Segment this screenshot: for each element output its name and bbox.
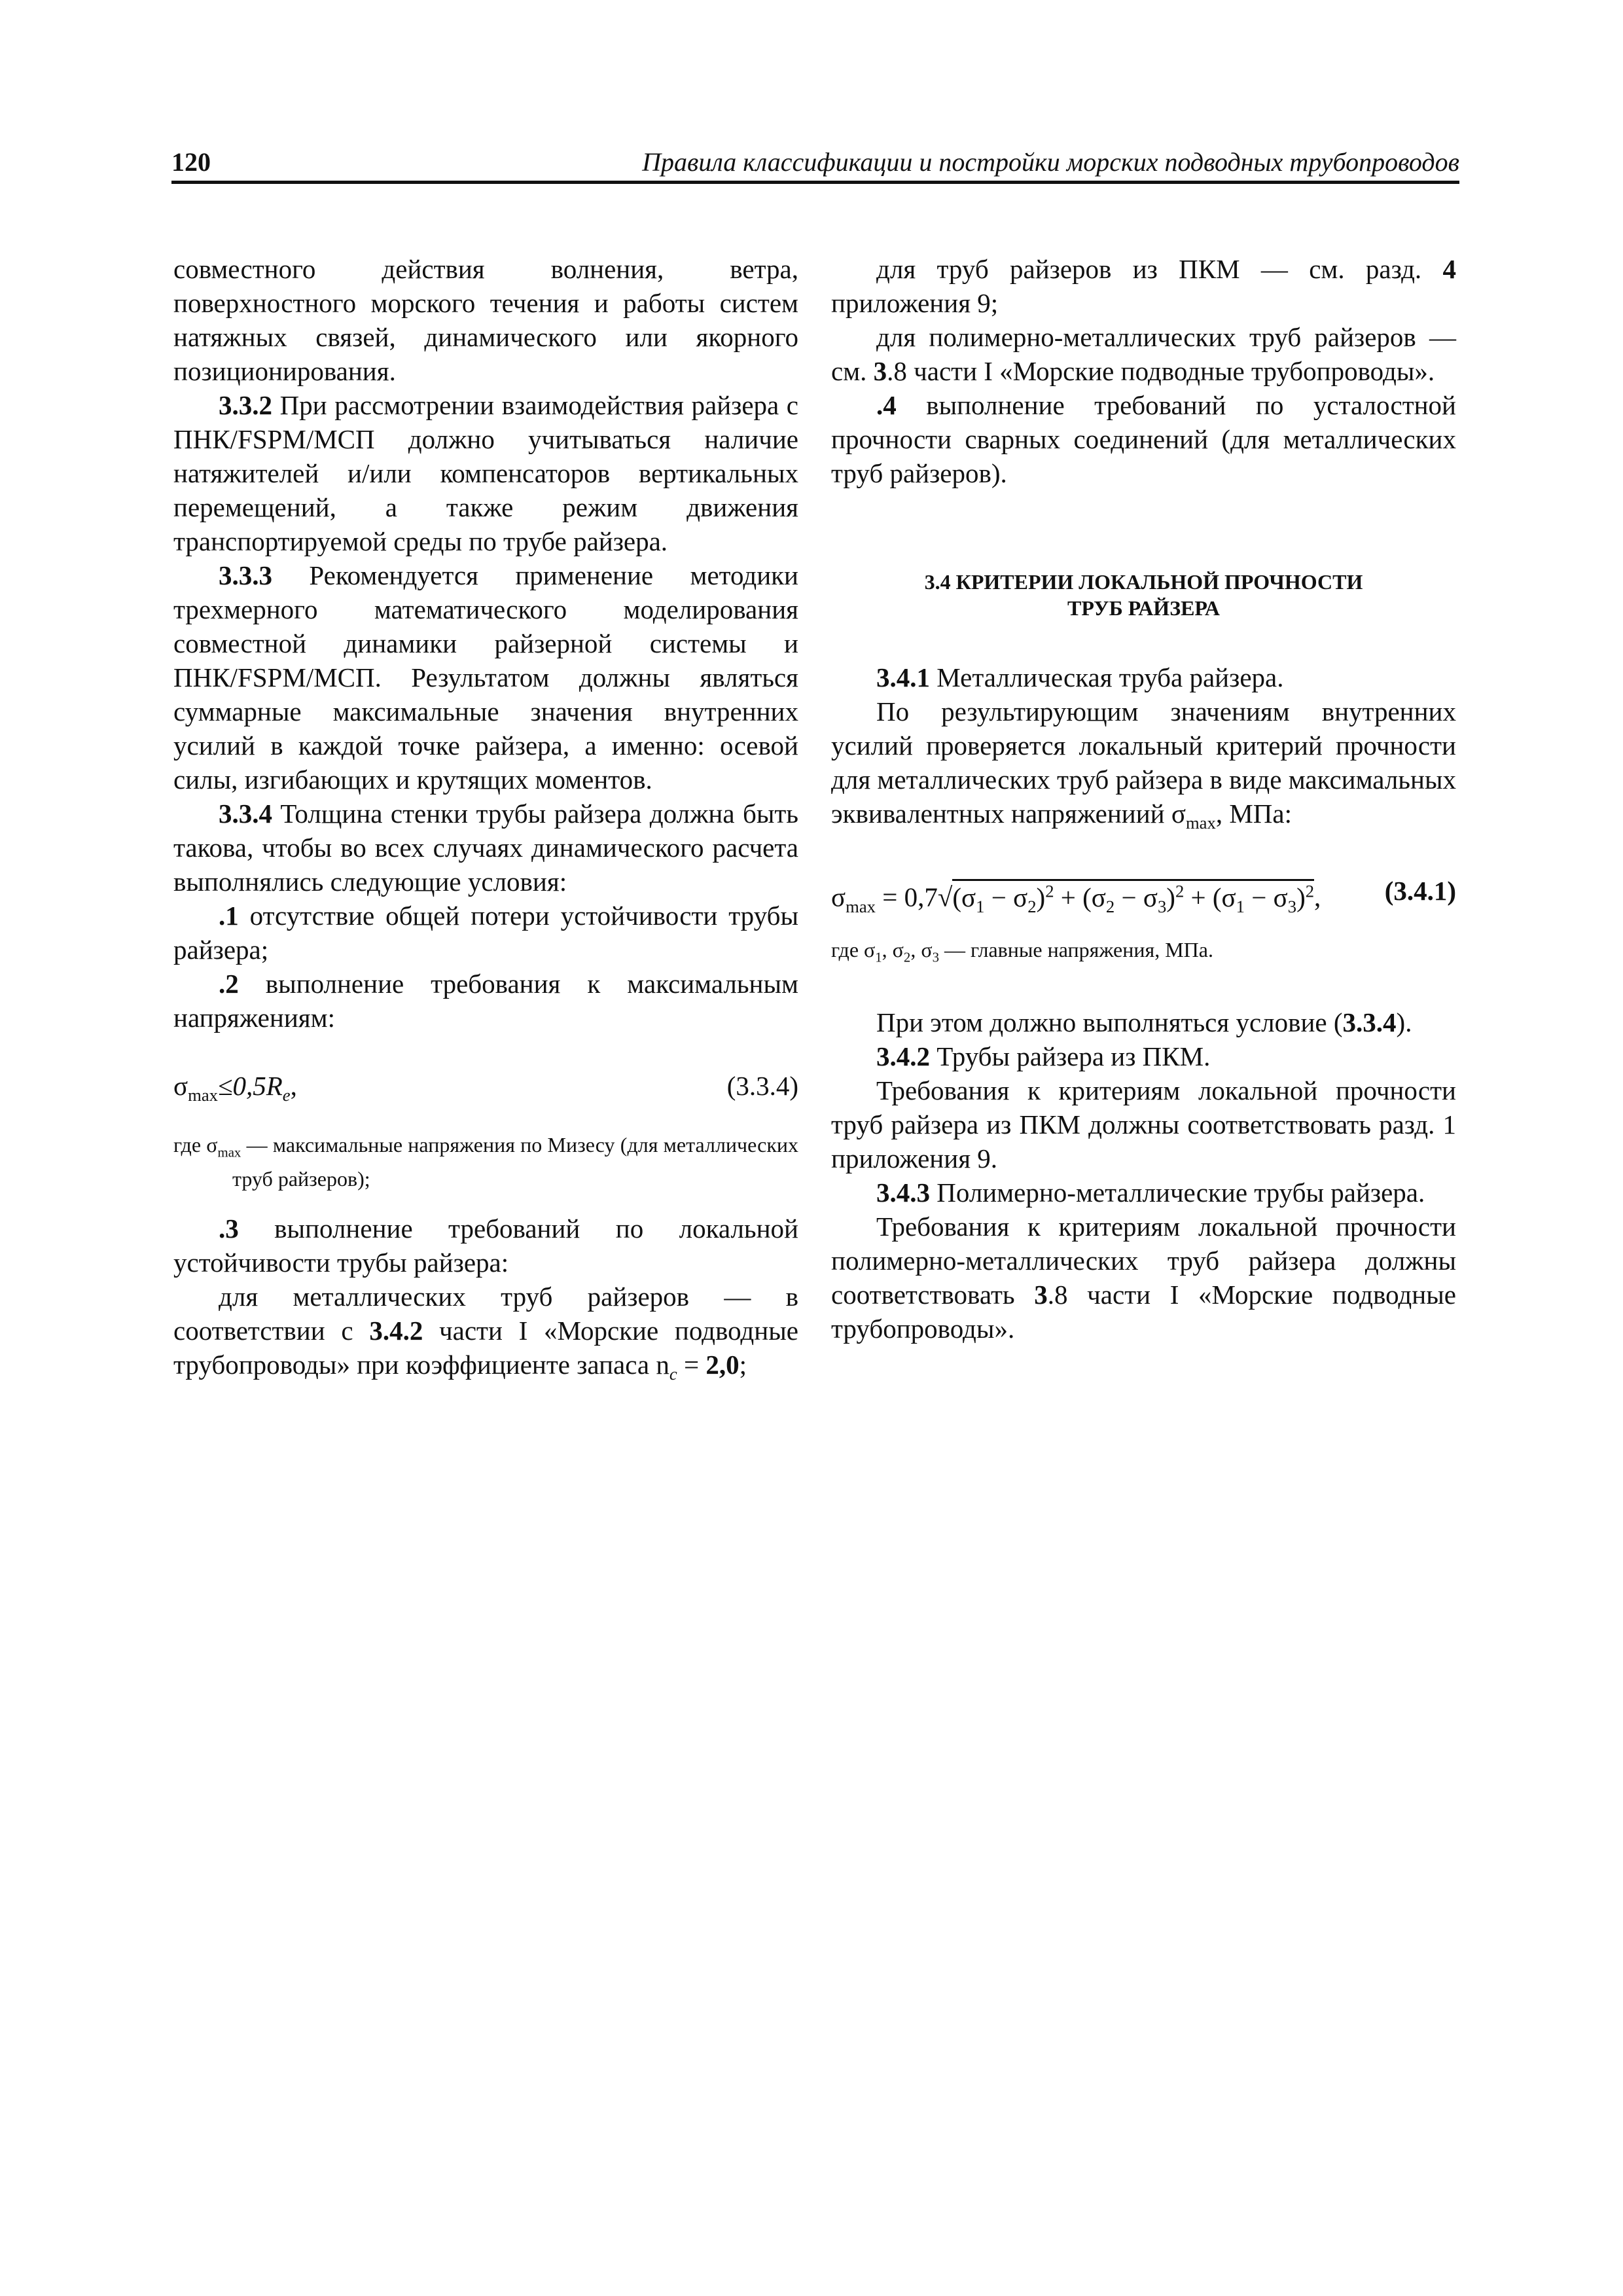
clause-3-4-2-body: Требования к критериям локальной прочности труб райзера из ПКМ должны соответствовать разд. 1 приложения 9. — [831, 1075, 1456, 1174]
text: приложения 9; — [831, 288, 999, 318]
clause-3-4-1-body — [831, 694, 1456, 840]
text: = — [677, 1350, 706, 1380]
note-text: где σ — [831, 938, 876, 962]
clause-number: 3.3.2 — [219, 390, 272, 420]
clause-3-4-3-body — [831, 1210, 1456, 1346]
left-column — [173, 252, 798, 1391]
clause-number: 3.3.3 — [219, 560, 272, 590]
note-text: — главные напряжения, МПа. — [938, 938, 1213, 962]
subscript: max — [1185, 813, 1216, 833]
text: .8 части I «Морские подводные трубопроводы». — [831, 1279, 1456, 1344]
text: Требования к критериям локальной прочности полимерно-металлических труб райзера должны соответствовать — [831, 1211, 1456, 1310]
formula-3-3-4 — [173, 1066, 798, 1105]
formula-subscript: max — [846, 897, 876, 917]
clause-text: Толщина стенки трубы райзера должна быть такова, чтобы во всех случаях динамического расчета выполнялись следующие условия: — [173, 798, 798, 897]
text: для полимерно-металлических труб райзеров — см. — [831, 322, 1456, 386]
formula-subscript: max — [188, 1085, 218, 1105]
formula-3-4-1 — [831, 871, 1456, 917]
formula-symbol: σ — [173, 1071, 188, 1101]
page-header — [171, 140, 1459, 184]
formula-radicand: $(\sigma_1 - \sigma_2)^2 + (\sigma_2 - \sigma_3)^2 + (\sigma_1 - \sigma_3)^2$ — [952, 879, 1314, 912]
clause-3-4-3 — [831, 1175, 1456, 1210]
note-smax — [173, 1132, 798, 1192]
clause-text: При рассмотрении взаимодействия райзера с ПНК/FSPM/МСП должно учитываться наличие натяжителей и/или компенсаторов вертикальных перемещений, а также режим движения транспортируемой среды по трубе райзера. — [173, 390, 798, 556]
item-number: .1 — [219, 901, 239, 931]
clause-number: 3.4.1 — [876, 662, 930, 692]
condition-3-polymer — [831, 320, 1456, 388]
clause-3-3-4 — [173, 797, 798, 899]
cross-reference: 3 — [873, 356, 887, 386]
right-column — [831, 252, 1456, 1346]
item-text: выполнение требований по усталостной прочности сварных соединений (для металлических труб райзеров). — [831, 390, 1456, 488]
clause-number: 3.3.4 — [219, 798, 272, 829]
formula-expression: ≤0,5R — [217, 1071, 283, 1101]
note-text: , σ — [882, 938, 904, 962]
note-subscript: 2 — [903, 950, 911, 965]
clause-title: Трубы райзера из ПКМ. — [930, 1041, 1211, 1071]
clause-title: Полимерно-металлические трубы райзера. — [930, 1177, 1425, 1208]
clause-3-3-3 — [173, 558, 798, 797]
paragraph-continuation: совместного действия волнения, ветра, поверхностного морского течения и работы систем натяжных связей, динамического или якорного позиционирования. — [173, 254, 798, 386]
sqrt-icon: √ — [937, 882, 953, 912]
note-text: — максимальные напряжения по Мизесу (для металлических труб райзеров); — [232, 1133, 798, 1191]
formula-punct: , — [1314, 882, 1321, 912]
text: части I «Морские подводные трубопроводы» при коэффициенте запаса n — [173, 1316, 798, 1380]
formula-punct: , — [290, 1071, 297, 1101]
formula-subscript: e — [282, 1085, 291, 1105]
formula-coefficient: = 0,7 — [875, 882, 938, 912]
page-number: 120 — [171, 147, 211, 177]
condition-3-pkm — [831, 252, 1456, 320]
condition-1 — [173, 899, 798, 967]
cross-reference: 3 — [1034, 1279, 1048, 1310]
clause-title: Металлическая труба райзера. — [930, 662, 1284, 692]
cross-reference: 3.3.4 — [1342, 1007, 1397, 1037]
section-heading-line: ТРУБ РАЙЗЕРА — [1067, 596, 1220, 620]
note-subscript: max — [217, 1145, 241, 1160]
condition-4 — [831, 388, 1456, 490]
item-number: .2 — [219, 969, 239, 999]
cross-reference: 3.4.2 — [369, 1316, 423, 1346]
item-text: отсутствие общей потери устойчивости трубы райзера; — [173, 901, 798, 965]
formula-symbol: σ — [831, 882, 846, 912]
cross-reference: 4 — [1442, 254, 1456, 284]
item-text: выполнение требований по локальной устойчивости трубы райзера: — [173, 1213, 798, 1278]
condition-3 — [173, 1211, 798, 1280]
text: для металлических труб райзеров — в соответствии с — [173, 1282, 798, 1346]
clause-number: 3.4.2 — [876, 1041, 930, 1071]
note-text: где σ — [173, 1133, 218, 1157]
section-heading-line: 3.4 КРИТЕРИИ ЛОКАЛЬНОЙ ПРОЧНОСТИ — [924, 570, 1363, 594]
note-text: , σ — [910, 938, 933, 962]
item-number: .3 — [219, 1213, 239, 1244]
item-number: .4 — [876, 390, 897, 420]
clause-3-4-2 — [831, 1039, 1456, 1073]
note-subscript: 3 — [932, 950, 939, 965]
clause-number: 3.4.3 — [876, 1177, 930, 1208]
text: ; — [739, 1350, 747, 1380]
text: При этом должно выполняться условие ( — [876, 1007, 1343, 1037]
subscript: c — [669, 1364, 677, 1384]
note-principal-stresses — [831, 937, 1456, 971]
clause-text: Рекомендуется применение методики трехмерного математического моделирования совместной динамики райзерной системы и ПНК/FSPM/МСП. Результатом должны являться суммарные максимальные значения внутренних усилий в каждой точке райзера, а именно: осевой силы, изгибающих и крутящих моментов. — [173, 560, 798, 795]
clause-3-4-1 — [831, 660, 1456, 694]
section-heading — [831, 569, 1456, 621]
condition-reference — [831, 1005, 1456, 1039]
item-text: выполнение требования к максимальным напряжениям: — [173, 969, 798, 1033]
text: По результирующим значениям внутренних усилий проверяется локальный критерий прочности для металлических труб райзера в виде максимальных эквивалентных напряжениий σ — [831, 696, 1456, 829]
equation-number: (3.3.4) — [726, 1071, 798, 1101]
text: .8 части I «Морские подводные трубопроводы». — [887, 356, 1435, 386]
running-title: Правила классификации и постройки морских подводных трубопроводов — [642, 147, 1459, 177]
value: 2,0 — [705, 1350, 740, 1380]
text: для труб райзеров из ПКМ — см. разд. — [876, 254, 1443, 284]
equation-number: (3.4.1) — [1384, 876, 1456, 906]
condition-2 — [173, 967, 798, 1035]
note-subscript: 1 — [875, 950, 882, 965]
clause-3-3-2 — [173, 388, 798, 558]
text: , МПа: — [1215, 798, 1292, 829]
text: ). — [1396, 1007, 1412, 1037]
condition-3-metal — [173, 1280, 798, 1391]
